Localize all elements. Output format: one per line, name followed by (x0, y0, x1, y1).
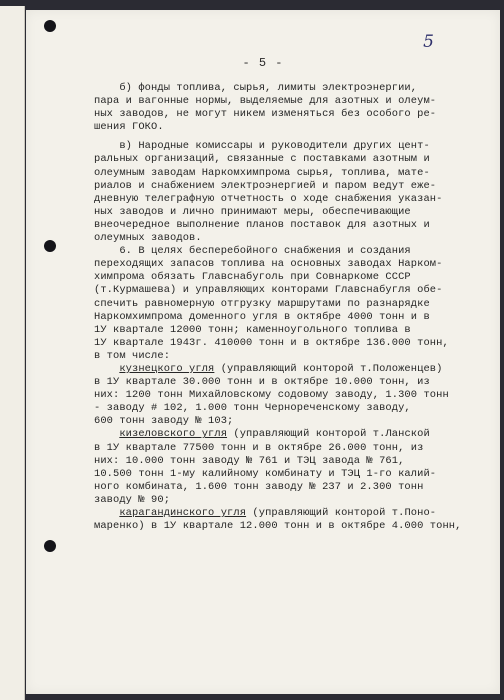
text-line: 1У квартале 1943г. 410000 тонн и в октябре 136.000 тонн, (94, 336, 449, 349)
text-line: спечить равномерную отгрузку маршрутами по разнарядке (94, 297, 430, 310)
text-line: в том числе: (94, 349, 171, 362)
text-line: них: 1200 тонн Михайловскому содовому заводу, 1.300 тонн (94, 389, 449, 402)
binder-hole-icon (44, 240, 56, 252)
text-line: 6. В целях бесперебойного снабжения и создания (94, 245, 411, 258)
text-line: б) фонды топлива, сырья, лимиты электроэнергии, (94, 82, 418, 94)
text-line: 600 тонн заводу № 103; (94, 415, 234, 428)
text-line: дневную телеграфную отчетность о ходе снабжения указан- (94, 192, 443, 205)
text-line (94, 363, 504, 376)
text-line: (т.Курмашева) и управляющих конторами Главснабугля обе- (94, 284, 443, 297)
text-line: них: 10.000 тонн заводу № 761 и ТЭЦ завода № 761, (94, 454, 405, 467)
text-line: Наркомхимпрома доменного угля в октябре 4000 тонн и в (94, 310, 430, 323)
binder-hole-icon (44, 540, 56, 552)
text-line: химпрома обязать Главснабуголь при Совнаркоме СССР (94, 271, 411, 284)
previous-page-edge (0, 6, 25, 700)
document-body (94, 82, 504, 533)
text-line: 10.500 тонн 1-му калийному комбинату и ТЭЦ 1-го калий- (94, 467, 437, 480)
text-line: олеумных заводов. (94, 232, 202, 245)
text-line (94, 428, 504, 441)
line-indent (94, 428, 119, 440)
text-line: заводу № 90; (94, 493, 171, 506)
underlined-heading: кизеловского угля (119, 428, 228, 441)
text-line: ных заводов, не могут никем изменяться без особого ре- (94, 108, 437, 121)
text-line: 1У квартале 12000 тонн; каменноугольного топлива в (94, 323, 411, 336)
text-line: в 1У квартале 77500 тонн и в октябре 26.000 тонн, из (94, 441, 424, 454)
text-line: олеумным заводам Наркомхимпрома сырья, топлива, мате- (94, 166, 430, 179)
text-line: пара и вагонные нормы, выделяемые для азотных и олеум- (94, 95, 437, 108)
underlined-heading: карагандинского угля (119, 507, 247, 519)
text-line: маренко) в 1У квартале 12.000 тонн и в октябре 4.000 тонн, (94, 520, 462, 533)
line-text: (управляющий конторой т.Положенцев) (214, 362, 443, 375)
text-line (94, 507, 504, 520)
text-line: - заводу # 102, 1.000 тонн Чернореченскому заводу, (94, 402, 411, 415)
text-line: в) Народные комиссары и руководители других цент- (94, 140, 430, 153)
line-indent (94, 363, 119, 375)
line-text: (управляющий конторой т.Поно- (246, 507, 437, 519)
text-line: ральных организаций, связанные с поставками азотным и (94, 153, 430, 166)
text-line: в 1У квартале 30.000 тонн и в октябре 10.000 тонн, из (94, 376, 430, 389)
text-line: риалов и снабжением электроэнергией и паром ведут еже- (94, 179, 437, 192)
document-page (26, 10, 500, 694)
text-line: переходящих запасов топлива на основных заводах Нарком- (94, 258, 443, 271)
line-text: (управляющий конторой т.Ланской (227, 428, 430, 441)
page-number: - 5 - (242, 56, 284, 70)
text-line: внеочередное выполнение планов поставок для азотных и (94, 218, 430, 231)
underlined-heading: кузнецкого угля (119, 362, 215, 375)
text-line: ного комбината, 1.600 тонн заводу № 237 и 2.300 тонн (94, 480, 424, 493)
line-indent (94, 507, 119, 519)
text-line: ных заводов и лично принимают меры, обеспечивающие (94, 205, 411, 218)
binder-hole-icon (44, 20, 56, 32)
handwritten-page-number: 5 (423, 32, 434, 52)
text-line: шения ГОКО. (94, 121, 164, 134)
